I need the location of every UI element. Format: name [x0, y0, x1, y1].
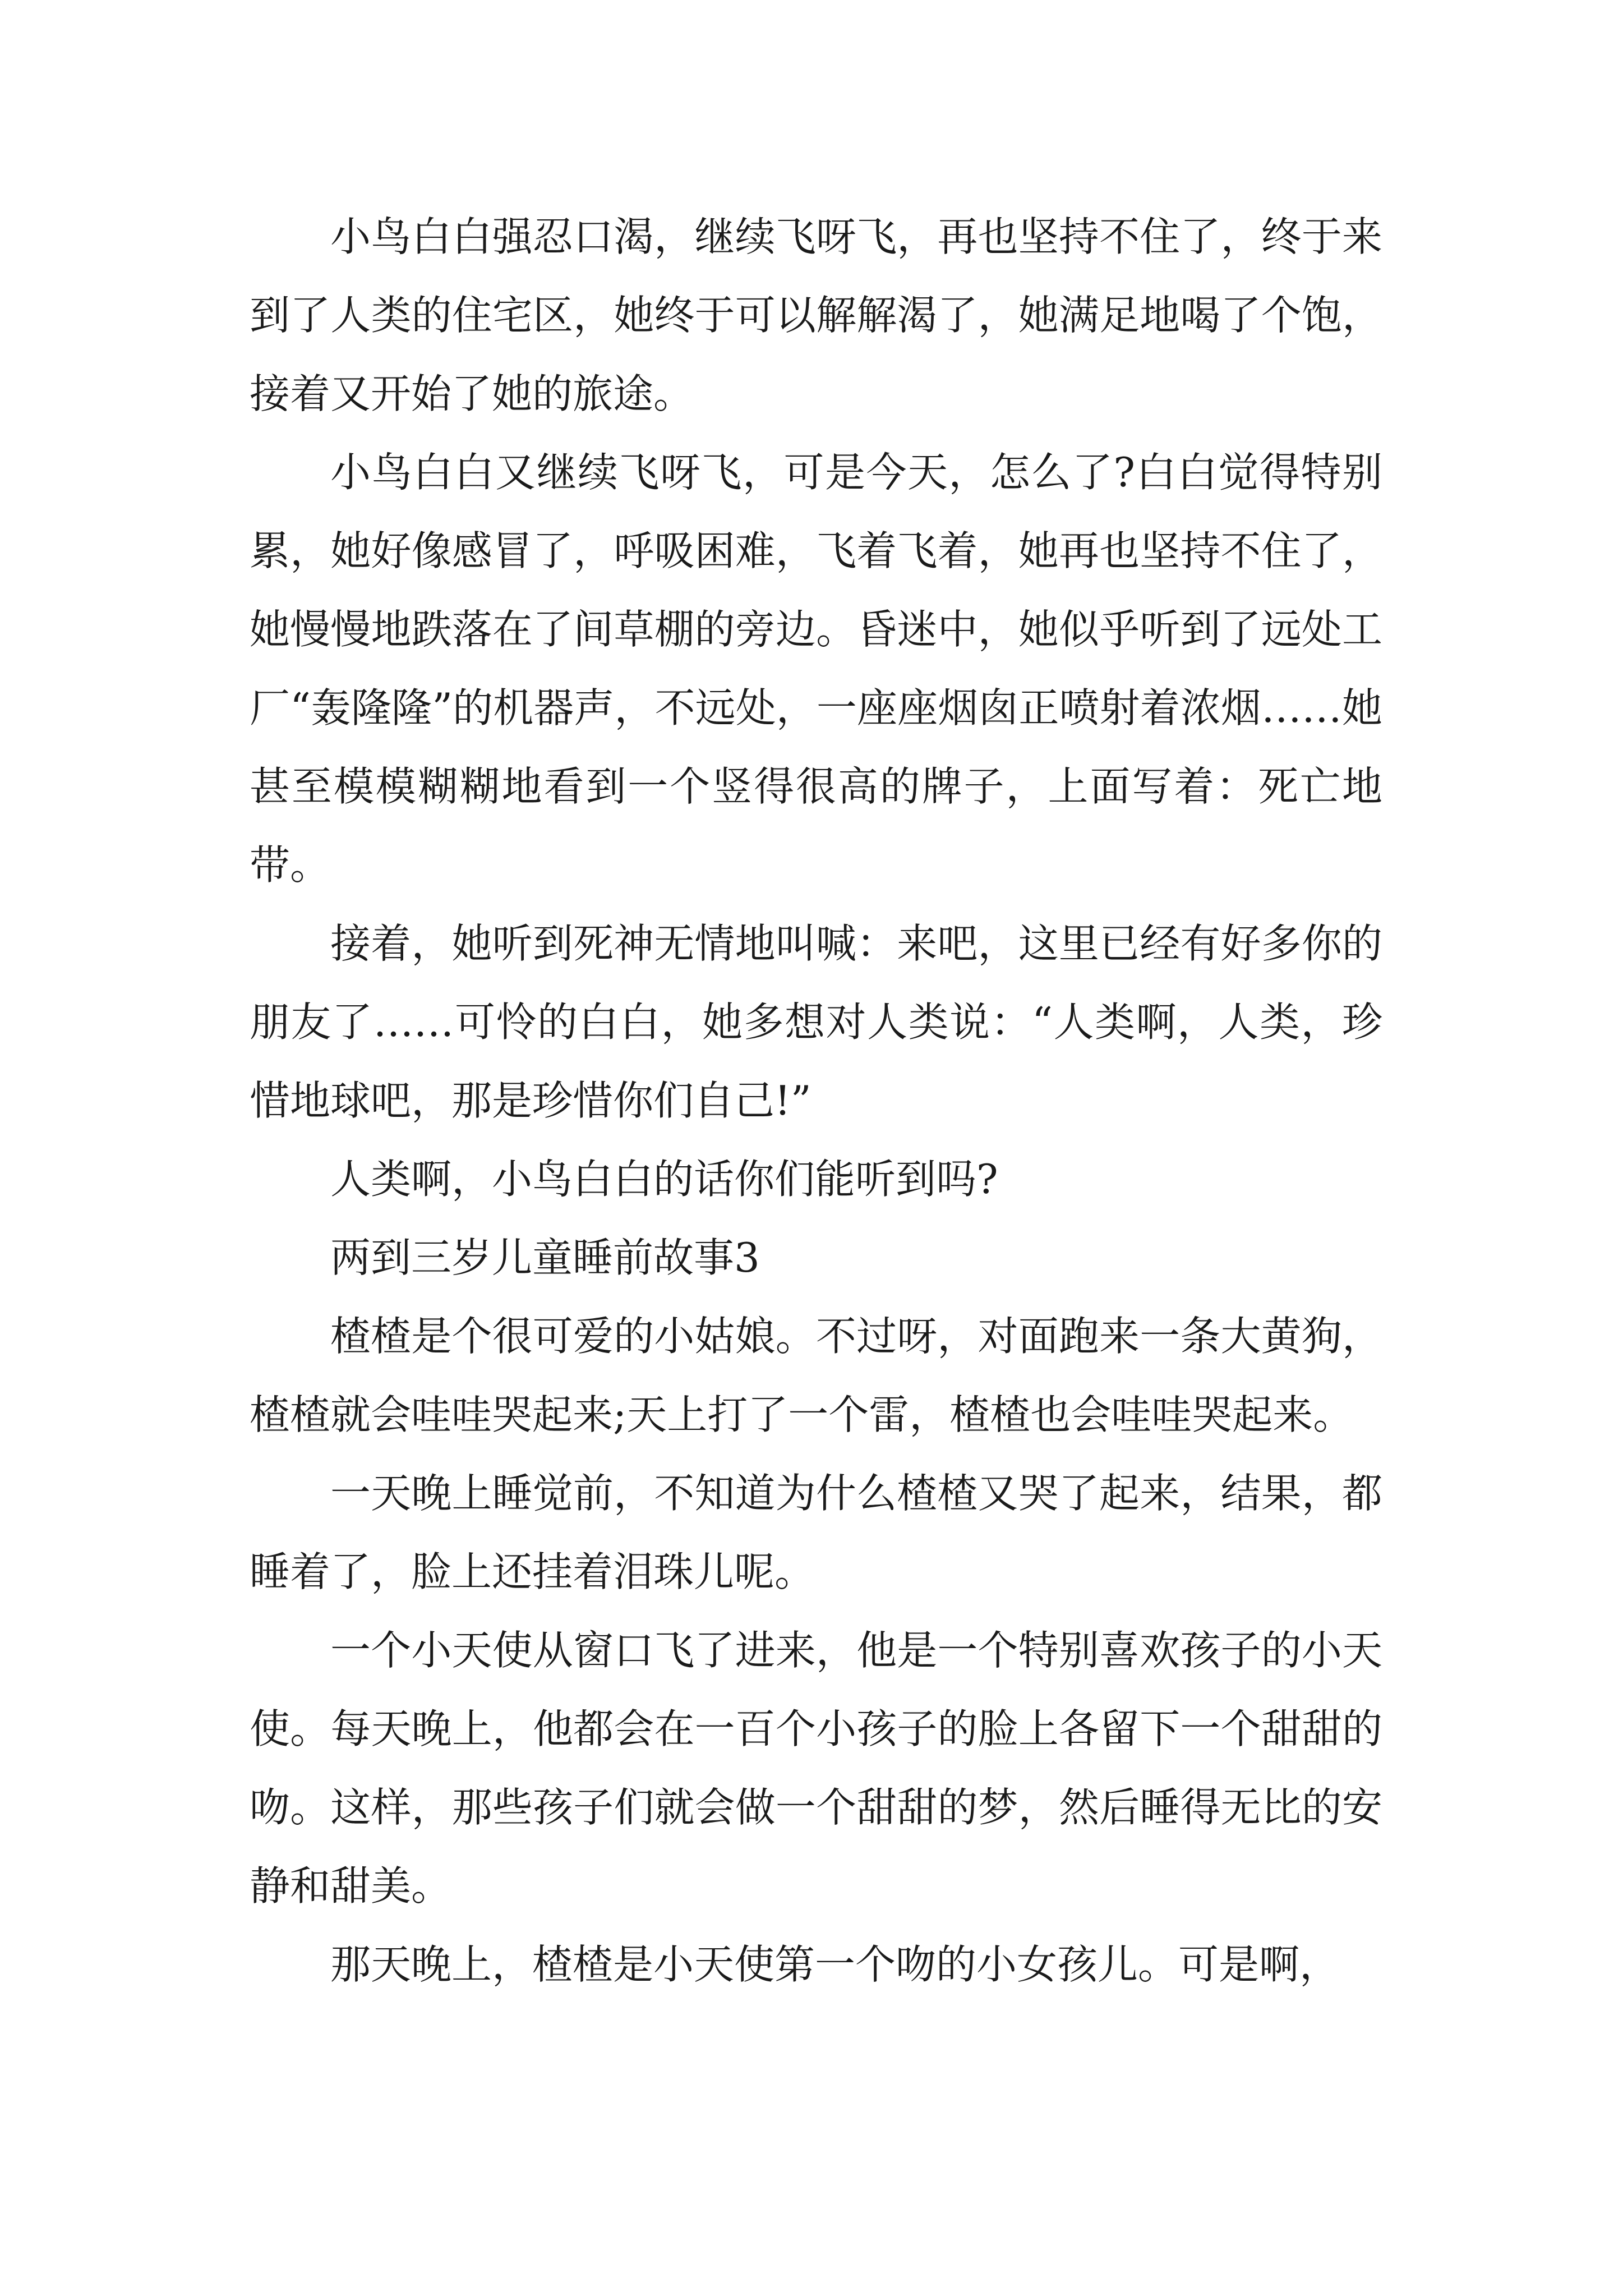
- paragraph-4: 人类啊，小鸟白白的话你们能听到吗?: [330, 1156, 998, 1203]
- paragraph-9: 那天晚上，楂楂是小天使第一个吻的小女孩儿。可是啊，: [330, 1941, 1340, 1988]
- paragraph-8: 一个小天使从窗口飞了进来，他是一个特别喜欢孩子的小天使。每天晚上，他都会在一百个小孩子的脸上各留下一个甜甜的吻。这样，那些孩子们就会做一个甜甜的梦，然后睡得无比的安静和甜美。: [250, 1627, 1382, 1910]
- paragraph-7: 一天晚上睡觉前，不知道为什么楂楂又哭了起来，结果，都睡着了，脸上还挂着泪珠儿呢。: [250, 1470, 1382, 1595]
- paragraph-6: 楂楂是个很可爱的小姑娘。不过呀，对面跑来一条大黄狗，楂楂就会哇哇哭起来;天上打了一个雷，楂楂也会哇哇哭起来。: [250, 1313, 1382, 1438]
- document-body: [250, 197, 1382, 2004]
- story-heading: 两到三岁儿童睡前故事3: [330, 1234, 760, 1281]
- paragraph-2: 小鸟白白又继续飞呀飞，可是今天，怎么了?白白觉得特别累，她好像感冒了，呼吸困难，飞着飞着，她再也坚持不住了，她慢慢地跌落在了间草棚的旁边。昏迷中，她似乎听到了远处工厂“轰隆隆”的机器声，不远处，一座座烟囱正喷射着浓烟……她甚至模模糊糊地看到一个竖得很高的牌子，上面写着：死亡地带。: [250, 449, 1382, 889]
- paragraph-1: 小鸟白白强忍口渴，继续飞呀飞，再也坚持不住了，终于来到了人类的住宅区，她终于可以解解渴了，她满足地喝了个饱，接着又开始了她的旅途。: [250, 213, 1382, 417]
- paragraph-3: 接着，她听到死神无情地叫喊：来吧，这里已经有好多你的朋友了……可怜的白白，她多想对人类说：“人类啊，人类，珍惜地球吧，那是珍惜你们自己!”: [250, 920, 1382, 1124]
